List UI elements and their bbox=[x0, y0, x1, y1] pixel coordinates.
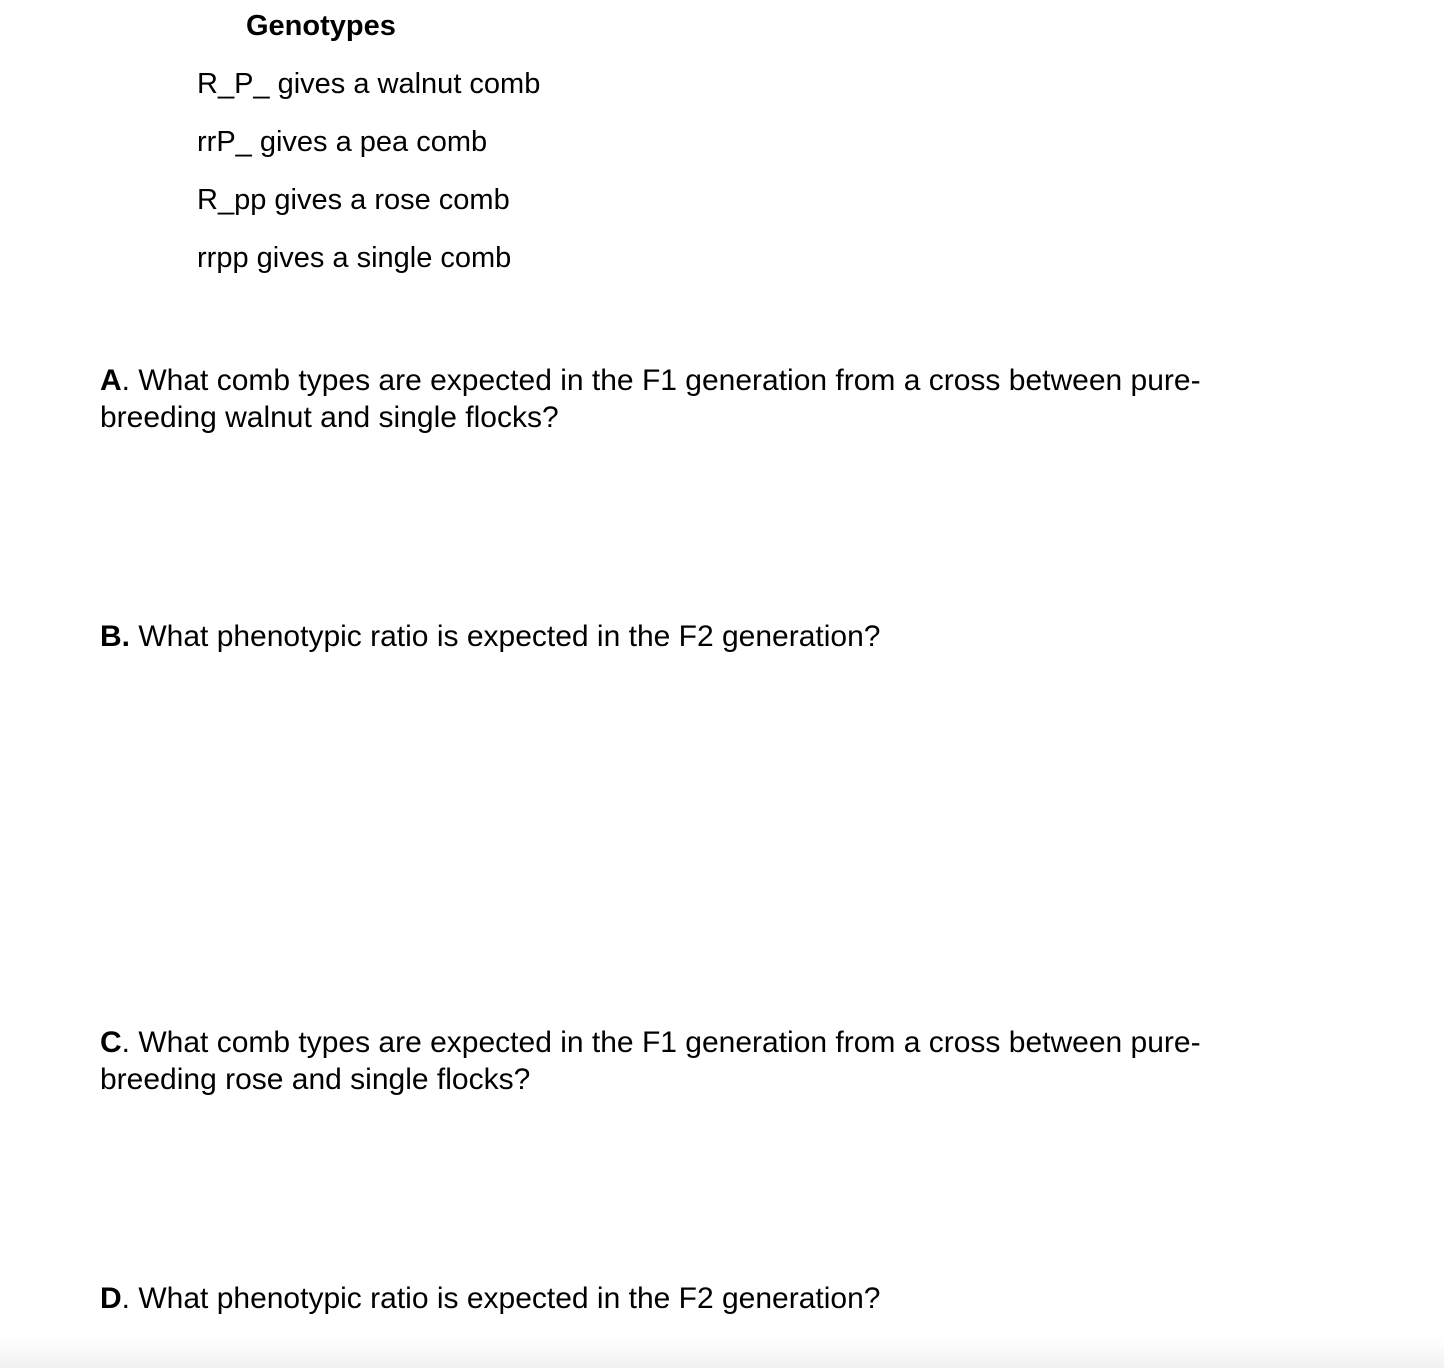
page-bottom-edge bbox=[0, 1338, 1444, 1368]
question-d bbox=[100, 1280, 1300, 1317]
question-c-text: . What comb types are expected in the F1 generation from a cross between pure-breeding rose and single flocks? bbox=[100, 1026, 1201, 1096]
question-d-text: . What phenotypic ratio is expected in the F2 generation? bbox=[121, 1282, 881, 1315]
genotype-line-single: rrpp gives a single comb bbox=[197, 242, 512, 274]
question-b bbox=[100, 618, 1300, 655]
genotype-line-walnut: R_P_ gives a walnut comb bbox=[197, 68, 541, 100]
genotype-line-rose: R_pp gives a rose comb bbox=[197, 184, 510, 216]
question-a-text: . What comb types are expected in the F1 generation from a cross between pure-breeding walnut and single flocks? bbox=[100, 364, 1201, 434]
genotypes-heading: Genotypes bbox=[246, 10, 396, 42]
question-a-letter: A bbox=[100, 364, 122, 397]
genotype-line-pea: rrP_ gives a pea comb bbox=[197, 126, 488, 158]
question-c-letter: C bbox=[100, 1026, 122, 1059]
question-c bbox=[100, 1024, 1300, 1098]
question-b-text: What phenotypic ratio is expected in the F2 generation? bbox=[130, 620, 881, 653]
question-d-letter: D bbox=[100, 1282, 122, 1315]
question-b-letter: B. bbox=[100, 620, 130, 653]
question-a bbox=[100, 362, 1300, 436]
